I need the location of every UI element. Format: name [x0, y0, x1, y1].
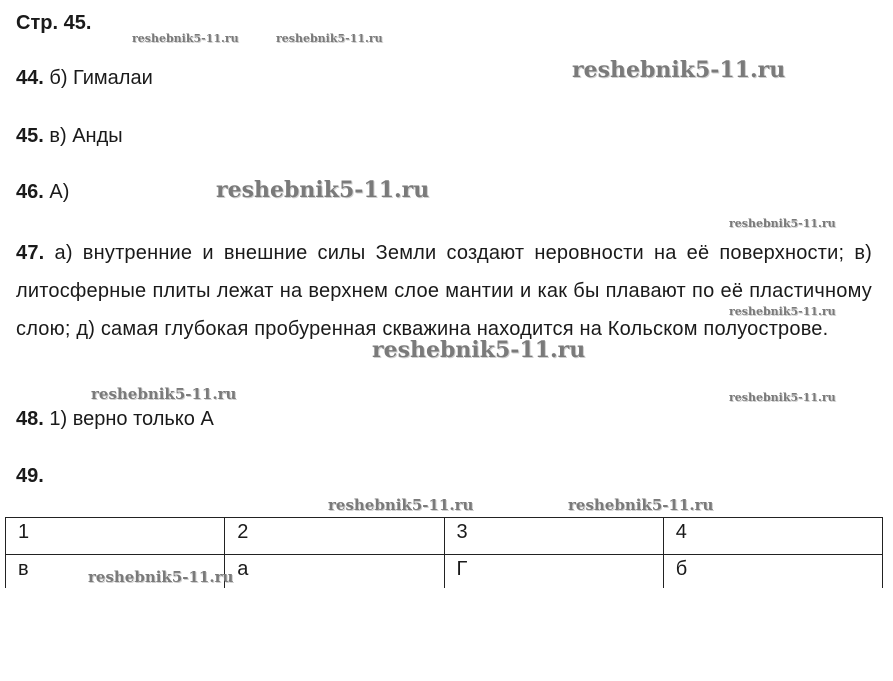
watermark: reshebnik5-11.ru: [91, 385, 237, 403]
watermark: reshebnik5-11.ru: [729, 391, 836, 404]
question-number: 49.: [16, 465, 44, 487]
table-header-cell: 3: [444, 518, 663, 555]
watermark: reshebnik5-11.ru: [216, 177, 430, 203]
table-cell: в: [6, 555, 225, 589]
answer-48: [16, 407, 214, 431]
question-number: 46.: [16, 181, 44, 203]
watermark: reshebnik5-11.ru: [568, 496, 714, 514]
table-cell: а: [225, 555, 444, 589]
watermark: reshebnik5-11.ru: [372, 337, 586, 363]
answer-text: б) Гималаи: [49, 67, 153, 89]
answer-44: [16, 66, 153, 90]
table-header-cell: 4: [663, 518, 882, 555]
watermark: reshebnik5-11.ru: [276, 32, 383, 45]
watermark: reshebnik5-11.ru: [88, 568, 234, 586]
watermark: reshebnik5-11.ru: [328, 496, 474, 514]
question-number: 45.: [16, 125, 44, 147]
answer-text: в) Анды: [49, 125, 123, 147]
table-header-cell: 2: [225, 518, 444, 555]
question-number: 48.: [16, 408, 44, 430]
watermark: reshebnik5-11.ru: [729, 305, 836, 318]
answer-text: 1) верно только А: [49, 408, 214, 430]
watermark: reshebnik5-11.ru: [572, 57, 786, 83]
watermark: reshebnik5-11.ru: [132, 32, 239, 45]
answer-46: [16, 180, 69, 204]
answer-47: [16, 234, 872, 348]
answer-text: а) внутренние и внешние силы Земли создают неровности на её поверхности; в) литосферные плиты лежат на верхнем слое мантии и как бы плавают по её пластичному слою; д) самая глубокая пробуренная скважина находится на Кольском полуострове.: [16, 242, 873, 340]
answer-text: А): [49, 181, 70, 203]
table-header-cell: 1: [6, 518, 225, 555]
watermark: reshebnik5-11.ru: [729, 217, 836, 230]
table-cell: б: [663, 555, 882, 589]
answer-49: [16, 464, 44, 488]
question-number: 44.: [16, 67, 44, 89]
table-row: [6, 518, 883, 555]
answer-45: [16, 124, 123, 148]
table-cell: Г: [444, 555, 663, 589]
page-header: Стр. 45.: [16, 12, 92, 34]
question-number: 47.: [16, 242, 45, 264]
